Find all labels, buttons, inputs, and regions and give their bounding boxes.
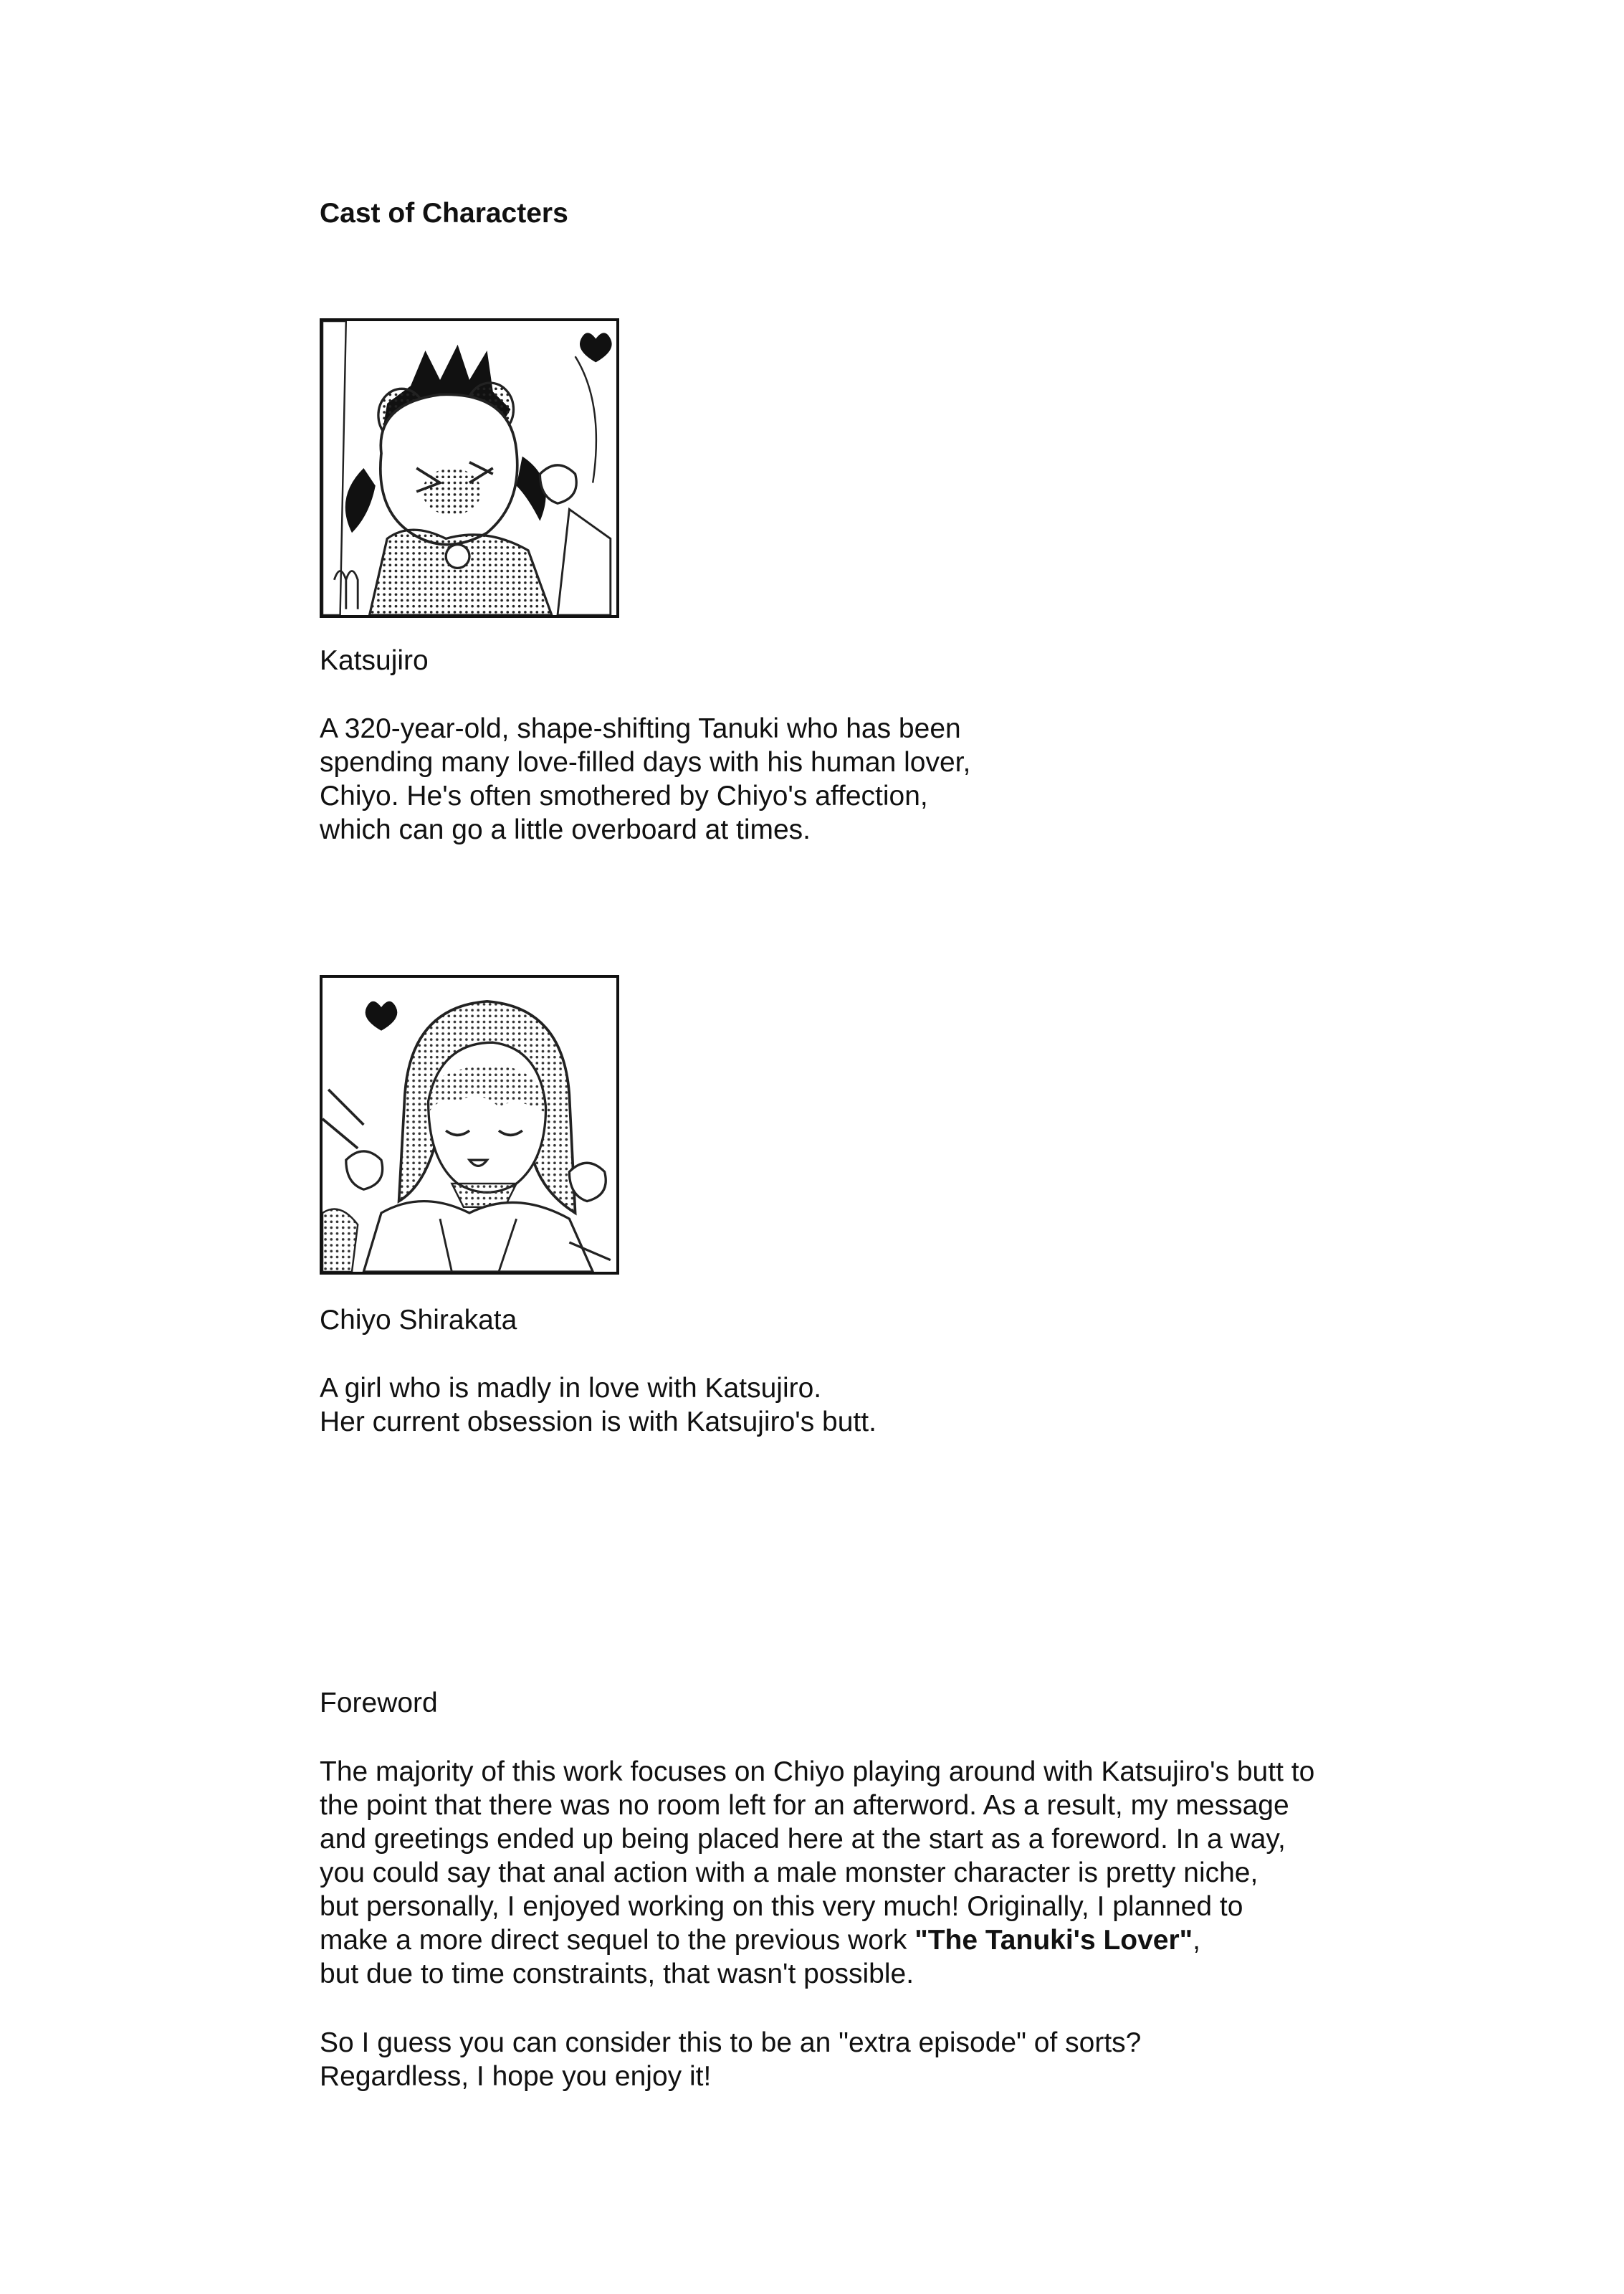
girl-portrait-icon	[323, 978, 616, 1272]
character-name: Katsujiro	[320, 645, 429, 676]
foreword-paragraph	[320, 1755, 1395, 1991]
katsujiro-portrait	[320, 318, 619, 618]
foreword-text: , but due to time constraints, that wasn't possible.	[320, 1925, 1201, 1989]
character-description: A 320-year-old, shape-shifting Tanuki who has been spending many love-filled days with his human lover, Chiyo. He's often smothered by Chiyo's affection, which can go a little overboard at times.	[320, 713, 971, 845]
page-title: Cast of Characters	[320, 198, 568, 229]
foreword-heading: Foreword	[320, 1688, 438, 1718]
foreword-paragraph: So I guess you can consider this to be an "extra episode" of sorts? Regardless, I hope you enjoy it!	[320, 2027, 1142, 2092]
tanuki-portrait-icon	[323, 321, 616, 615]
character-description: A girl who is madly in love with Katsujiro. Her current obsession is with Katsujiro's butt.	[320, 1373, 877, 1437]
foreword-text: The majority of this work focuses on Chiyo playing around with Katsujiro's butt to the point that there was no room left for an afterword. As a result, my message and greetings ended up being placed here at the start as a foreword. In a way, you could say that anal action with a male monster character is pretty niche, but personally, I enjoyed working on this very much! Originally, I planned to make a more direct sequel to the previous work	[320, 1756, 1315, 1956]
previous-work-title: "The Tanuki's Lover"	[914, 1925, 1193, 1956]
chiyo-portrait	[320, 975, 619, 1275]
character-name: Chiyo Shirakata	[320, 1305, 517, 1336]
